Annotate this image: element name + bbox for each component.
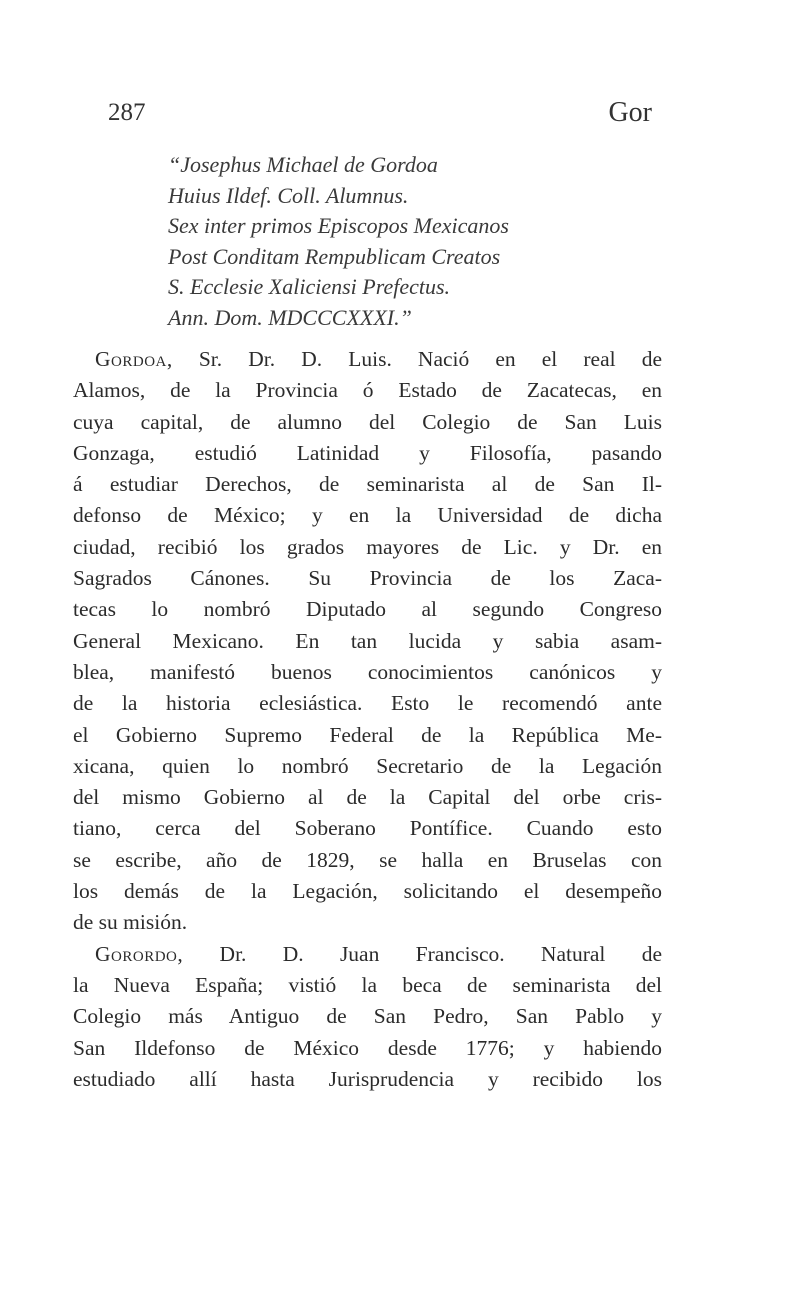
entry-line: se escribe, año de 1829, se halla en Bruselas con: [73, 847, 662, 872]
inscription-line: Huius Ildef. Coll. Alumnus.: [168, 182, 409, 208]
entry-line: estudiado allí hasta Jurisprudencia y recibido los: [73, 1066, 662, 1091]
entry-line: Sagrados Cánones. Su Provincia de los Zaca-: [73, 566, 662, 591]
latin-inscription: [168, 150, 668, 333]
inscription-line: S. Ecclesie Xaliciensi Prefectus.: [168, 274, 451, 299]
page-header: [108, 96, 652, 136]
entry-line: blea, manifestó buenos conocimientos canónicos y: [73, 659, 662, 684]
entry-line: tiano, cerca del Soberano Pontífice. Cuando esto: [73, 816, 662, 841]
entry-line: la Nueva España; vistió la beca de seminarista del: [73, 972, 662, 997]
entry-gorordo-juan-francisco: [0, 939, 800, 1095]
entry-line: Gonzaga, estudió Latinidad y Filosofía, pasando: [73, 440, 662, 465]
inscription-line: Post Conditam Rempublicam Creatos: [168, 243, 501, 269]
entry-name: Gorordo,: [95, 941, 184, 966]
entry-line: defonso de México; y en la Universidad de dicha: [73, 503, 662, 528]
entry-line: del mismo Gobierno al de la Capital del orbe cris-: [73, 785, 662, 810]
entry-line-text: Dr. D. Juan Francisco. Natural de: [183, 941, 662, 966]
entry-line: San Ildefonso de México desde 1776; y habiendo: [73, 1035, 662, 1060]
entry-line: tecas lo nombró Diputado al segundo Congreso: [73, 597, 662, 622]
entry-line: los demás de la Legación, solicitando el desempeño: [73, 879, 662, 904]
entry-line-text: Sr. Dr. D. Luis. Nació en el real de: [172, 347, 662, 371]
entry-line: el Gobierno Supremo Federal de la República Me-: [73, 722, 662, 747]
entry-line: de su misión.: [73, 910, 188, 935]
entry-line: cuya capital, de alumno del Colegio de San Luis: [73, 409, 662, 434]
entry-line: ciudad, recibió los grados mayores de Lic. y Dr. en: [73, 534, 662, 559]
entry-line: xicana, quien lo nombró Secretario de la Legación: [73, 753, 662, 778]
inscription-line: “Josephus Michael de Gordoa: [168, 152, 438, 177]
body-text: [0, 344, 800, 1095]
page-number: 287: [108, 99, 146, 126]
inscription-line: Ann. Dom. MDCCCXXXI.”: [168, 304, 412, 330]
entry-name: Gordoa,: [95, 347, 173, 371]
entry-line: de la historia eclesiástica. Esto le recomendó ante: [73, 691, 662, 716]
entry-gordoa-luis: [0, 344, 800, 939]
inscription-line: Sex inter primos Episcopos Mexicanos: [168, 213, 509, 238]
entry-line: Colegio más Antiguo de San Pedro, San Pablo y: [73, 1004, 662, 1029]
entry-line: á estudiar Derechos, de seminarista al de San Il-: [73, 472, 662, 497]
entry-line: General Mexicano. En tan lucida y sabia asam-: [73, 628, 662, 653]
entry-line: Alamos, de la Provincia ó Estado de Zacatecas, en: [73, 378, 662, 403]
running-head: Gor: [608, 97, 652, 128]
entry-line: [95, 344, 662, 375]
entry-line: [95, 939, 662, 970]
